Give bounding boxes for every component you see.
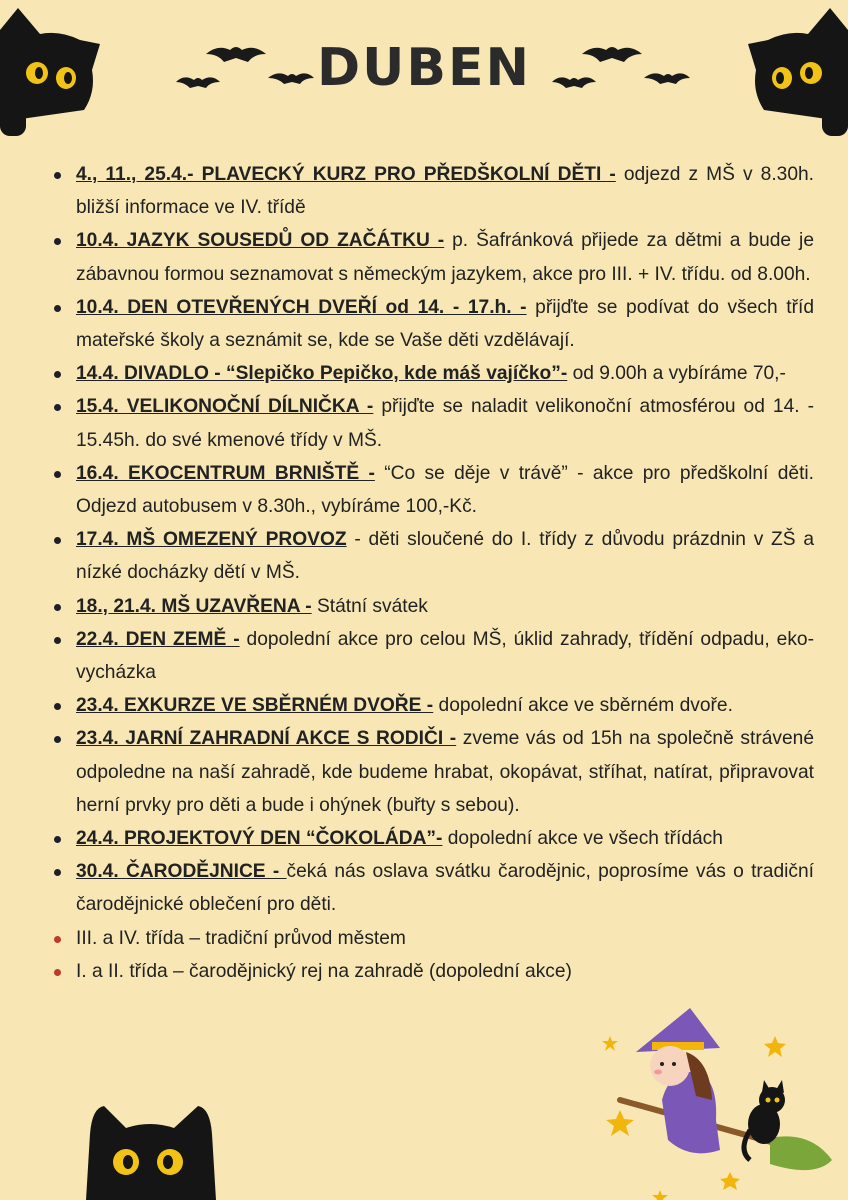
event-text: p. Šafránková přijede za dětmi a bude je zábavnou formou seznamovat s německým jazykem, akce pro III. + IV. třídu. od 8.00h. [76, 230, 814, 285]
list-item [46, 689, 814, 722]
event-text: od 9.00h a vybíráme 70,- [567, 363, 786, 385]
bullet-icon [54, 736, 61, 743]
bullet-icon [54, 404, 61, 411]
list-item [46, 590, 814, 623]
sub-item-text: III. a IV. třída – tradiční průvod městem [76, 927, 406, 949]
list-item [46, 158, 814, 224]
event-text: odjezd z MŠ v 8.30h. bližší informace ve IV. třídě [76, 164, 814, 219]
bullet-icon [54, 471, 61, 478]
bullet-icon [54, 703, 61, 710]
bullet-icon [54, 238, 61, 245]
sub-item-text: I. a II. třída – čarodějnický rej na zahradě (dopolední akce) [76, 960, 572, 982]
bullet-icon [54, 969, 61, 976]
event-text: dopolední akce ve sběrném dvoře. [433, 695, 733, 717]
list-item [46, 523, 814, 589]
event-text: přijďte se podívat do všech tříd mateřské školy a seznámit se, kde se Vaše děti vzdělávají. [76, 296, 815, 352]
list-item [46, 855, 814, 921]
bullet-icon [54, 637, 61, 644]
event-title: 14.4. DIVADLO - “Slepičko Pepičko, kde máš vajíčko”- [76, 363, 568, 385]
list-item [46, 224, 814, 290]
event-title: 4., 11., 25.4.- PLAVECKÝ KURZ PRO PŘEDŠKOLNÍ DĚTI - [76, 164, 616, 185]
event-title: 30.4. ČARODĚJNICE - [76, 861, 287, 883]
event-list [46, 158, 814, 988]
event-text: dopolední akce ve všech třídách [442, 828, 723, 850]
event-title: 18., 21.4. MŠ UZAVŘENA - [76, 595, 312, 617]
event-text: zveme vás od 15h na společně strávené odpoledne na naší zahradě, kde budeme hrabat, okopávat, stříhat, natírat, připravovat herní prvky pro děti a bude i ohýnek (buřty s sebou). [76, 728, 814, 816]
list-item [46, 722, 814, 822]
bullet-icon [54, 537, 61, 544]
event-title: 22.4. DEN ZEMĚ - [76, 628, 240, 650]
bullet-icon [54, 869, 61, 876]
bullet-icon [54, 836, 61, 843]
sub-list-item [46, 922, 814, 955]
witch-on-broom-icon [600, 1000, 840, 1200]
bullet-icon [54, 371, 61, 378]
event-text: Státní svátek [311, 595, 428, 617]
bullet-icon [54, 172, 61, 179]
event-title: 10.4. DEN OTEVŘENÝCH DVEŘÍ od 14. - 17.h. - [76, 296, 527, 318]
event-title: 16.4. EKOCENTRUM BRNIŠTĚ - [76, 462, 375, 484]
event-text: - děti sloučené do I. třídy z důvodu prázdnin v ZŠ a nízké docházky dětí v MŠ. [76, 529, 814, 584]
event-text: přijďte se naladit velikonoční atmosférou od 14. - 15.45h. do své kmenové třídy v MŠ. [76, 396, 814, 451]
event-text: čeká nás oslava svátku čarodějnic, poprosíme vás o tradiční čarodějnické oblečení pro děti. [76, 861, 814, 916]
list-item [46, 822, 814, 855]
event-title: 17.4. MŠ OMEZENÝ PROVOZ [76, 529, 347, 551]
list-item [46, 357, 814, 390]
page-title: DUBEN [316, 38, 532, 98]
list-item [46, 291, 814, 357]
sub-list-item [46, 955, 814, 988]
event-title: 24.4. PROJEKTOVÝ DEN “ČOKOLÁDA”- [76, 828, 443, 850]
event-title: 10.4. JAZYK SOUSEDŮ OD ZAČÁTKU - [76, 230, 445, 252]
event-title: 23.4. EXKURZE VE SBĚRNÉM DVOŘE - [76, 695, 434, 717]
event-title: 15.4. VELIKONOČNÍ DÍLNIČKA - [76, 396, 374, 418]
list-item [46, 623, 814, 689]
bullet-icon [54, 305, 61, 312]
cat-peeking-icon [80, 1100, 220, 1200]
event-text: “Co se děje v trávě” - akce pro předškolní děti. Odjezd autobusem v 8.30h., vybíráme 100,-Kč. [76, 462, 814, 518]
event-title: 23.4. JARNÍ ZAHRADNÍ AKCE S RODIČI - [76, 728, 457, 750]
event-text: dopolední akce pro celou MŠ, úklid zahrady, třídění odpadu, eko-vycházka [76, 628, 814, 684]
bullet-icon [54, 604, 61, 611]
bullet-icon [54, 936, 61, 943]
list-item [46, 457, 814, 523]
list-item [46, 390, 814, 456]
